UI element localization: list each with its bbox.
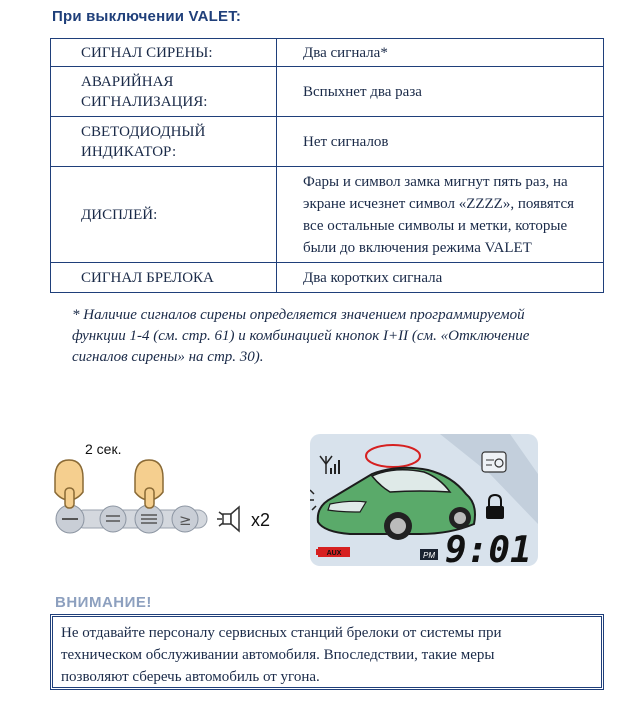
button-icon xyxy=(100,506,126,532)
button-press-diagram xyxy=(45,430,295,540)
signal-count: x2 xyxy=(251,510,271,530)
row-value: Фары и символ замка мигнут пять раз, на экране исчезнет символ «ZZZZ», появятся все остальные символы и метки, которые были до включения режима VALET xyxy=(277,167,604,263)
table-row xyxy=(51,39,604,67)
key-icon xyxy=(482,452,506,472)
warning-box xyxy=(50,614,604,690)
keyfob-display xyxy=(310,434,538,566)
row-value: Два сигнала* xyxy=(277,39,604,67)
row-label: СИГНАЛ БРЕЛОКА xyxy=(51,263,277,293)
keyfob-buttons xyxy=(56,505,207,533)
table-row xyxy=(51,167,604,263)
table-row xyxy=(51,263,604,293)
table-row xyxy=(51,67,604,117)
time-display: 9:01 xyxy=(445,530,532,566)
row-label: ДИСПЛЕЙ: xyxy=(51,167,277,263)
row-label: СИГНАЛ СИРЕНЫ: xyxy=(51,39,277,67)
row-value: Нет сигналов xyxy=(277,117,604,167)
svg-text:≥: ≥ xyxy=(179,511,192,529)
row-value: Два коротких сигнала xyxy=(277,263,604,293)
footnote: * Наличие сигналов сирены определяется значением программируемой функции 1-4 (см. стр. 61) и комбинацией кнопок I+II (см. «Отключение сигналов сирены» на стр. 30). xyxy=(72,307,530,365)
svg-text:AUX: AUX xyxy=(326,550,342,557)
row-label: АВАРИЙНАЯ СИГНАЛИЗАЦИЯ: xyxy=(51,67,277,117)
warning-text: Не отдавайте персоналу сервисных станций брелоки от системы при техническом обслуживании автомобиля. Впоследствии, такие меры позволяют сберечь автомобиль от угона. xyxy=(61,625,502,685)
row-label: СВЕТОДИОДНЫЙ ИНДИКАТОР: xyxy=(51,117,277,167)
finger-icon xyxy=(135,460,163,508)
table-row xyxy=(51,117,604,167)
press-time-label: 2 сек. xyxy=(85,441,122,457)
battery-icon xyxy=(316,547,350,557)
row-value: Вспыхнет два раза xyxy=(277,67,604,117)
pm-label: PM xyxy=(423,551,435,560)
finger-icon xyxy=(55,460,83,508)
warning-title: ВНИМАНИЕ! xyxy=(55,594,152,611)
section-heading: При выключении VALET: xyxy=(52,8,242,25)
speaker-icon xyxy=(217,507,239,531)
valet-off-table xyxy=(50,38,604,293)
